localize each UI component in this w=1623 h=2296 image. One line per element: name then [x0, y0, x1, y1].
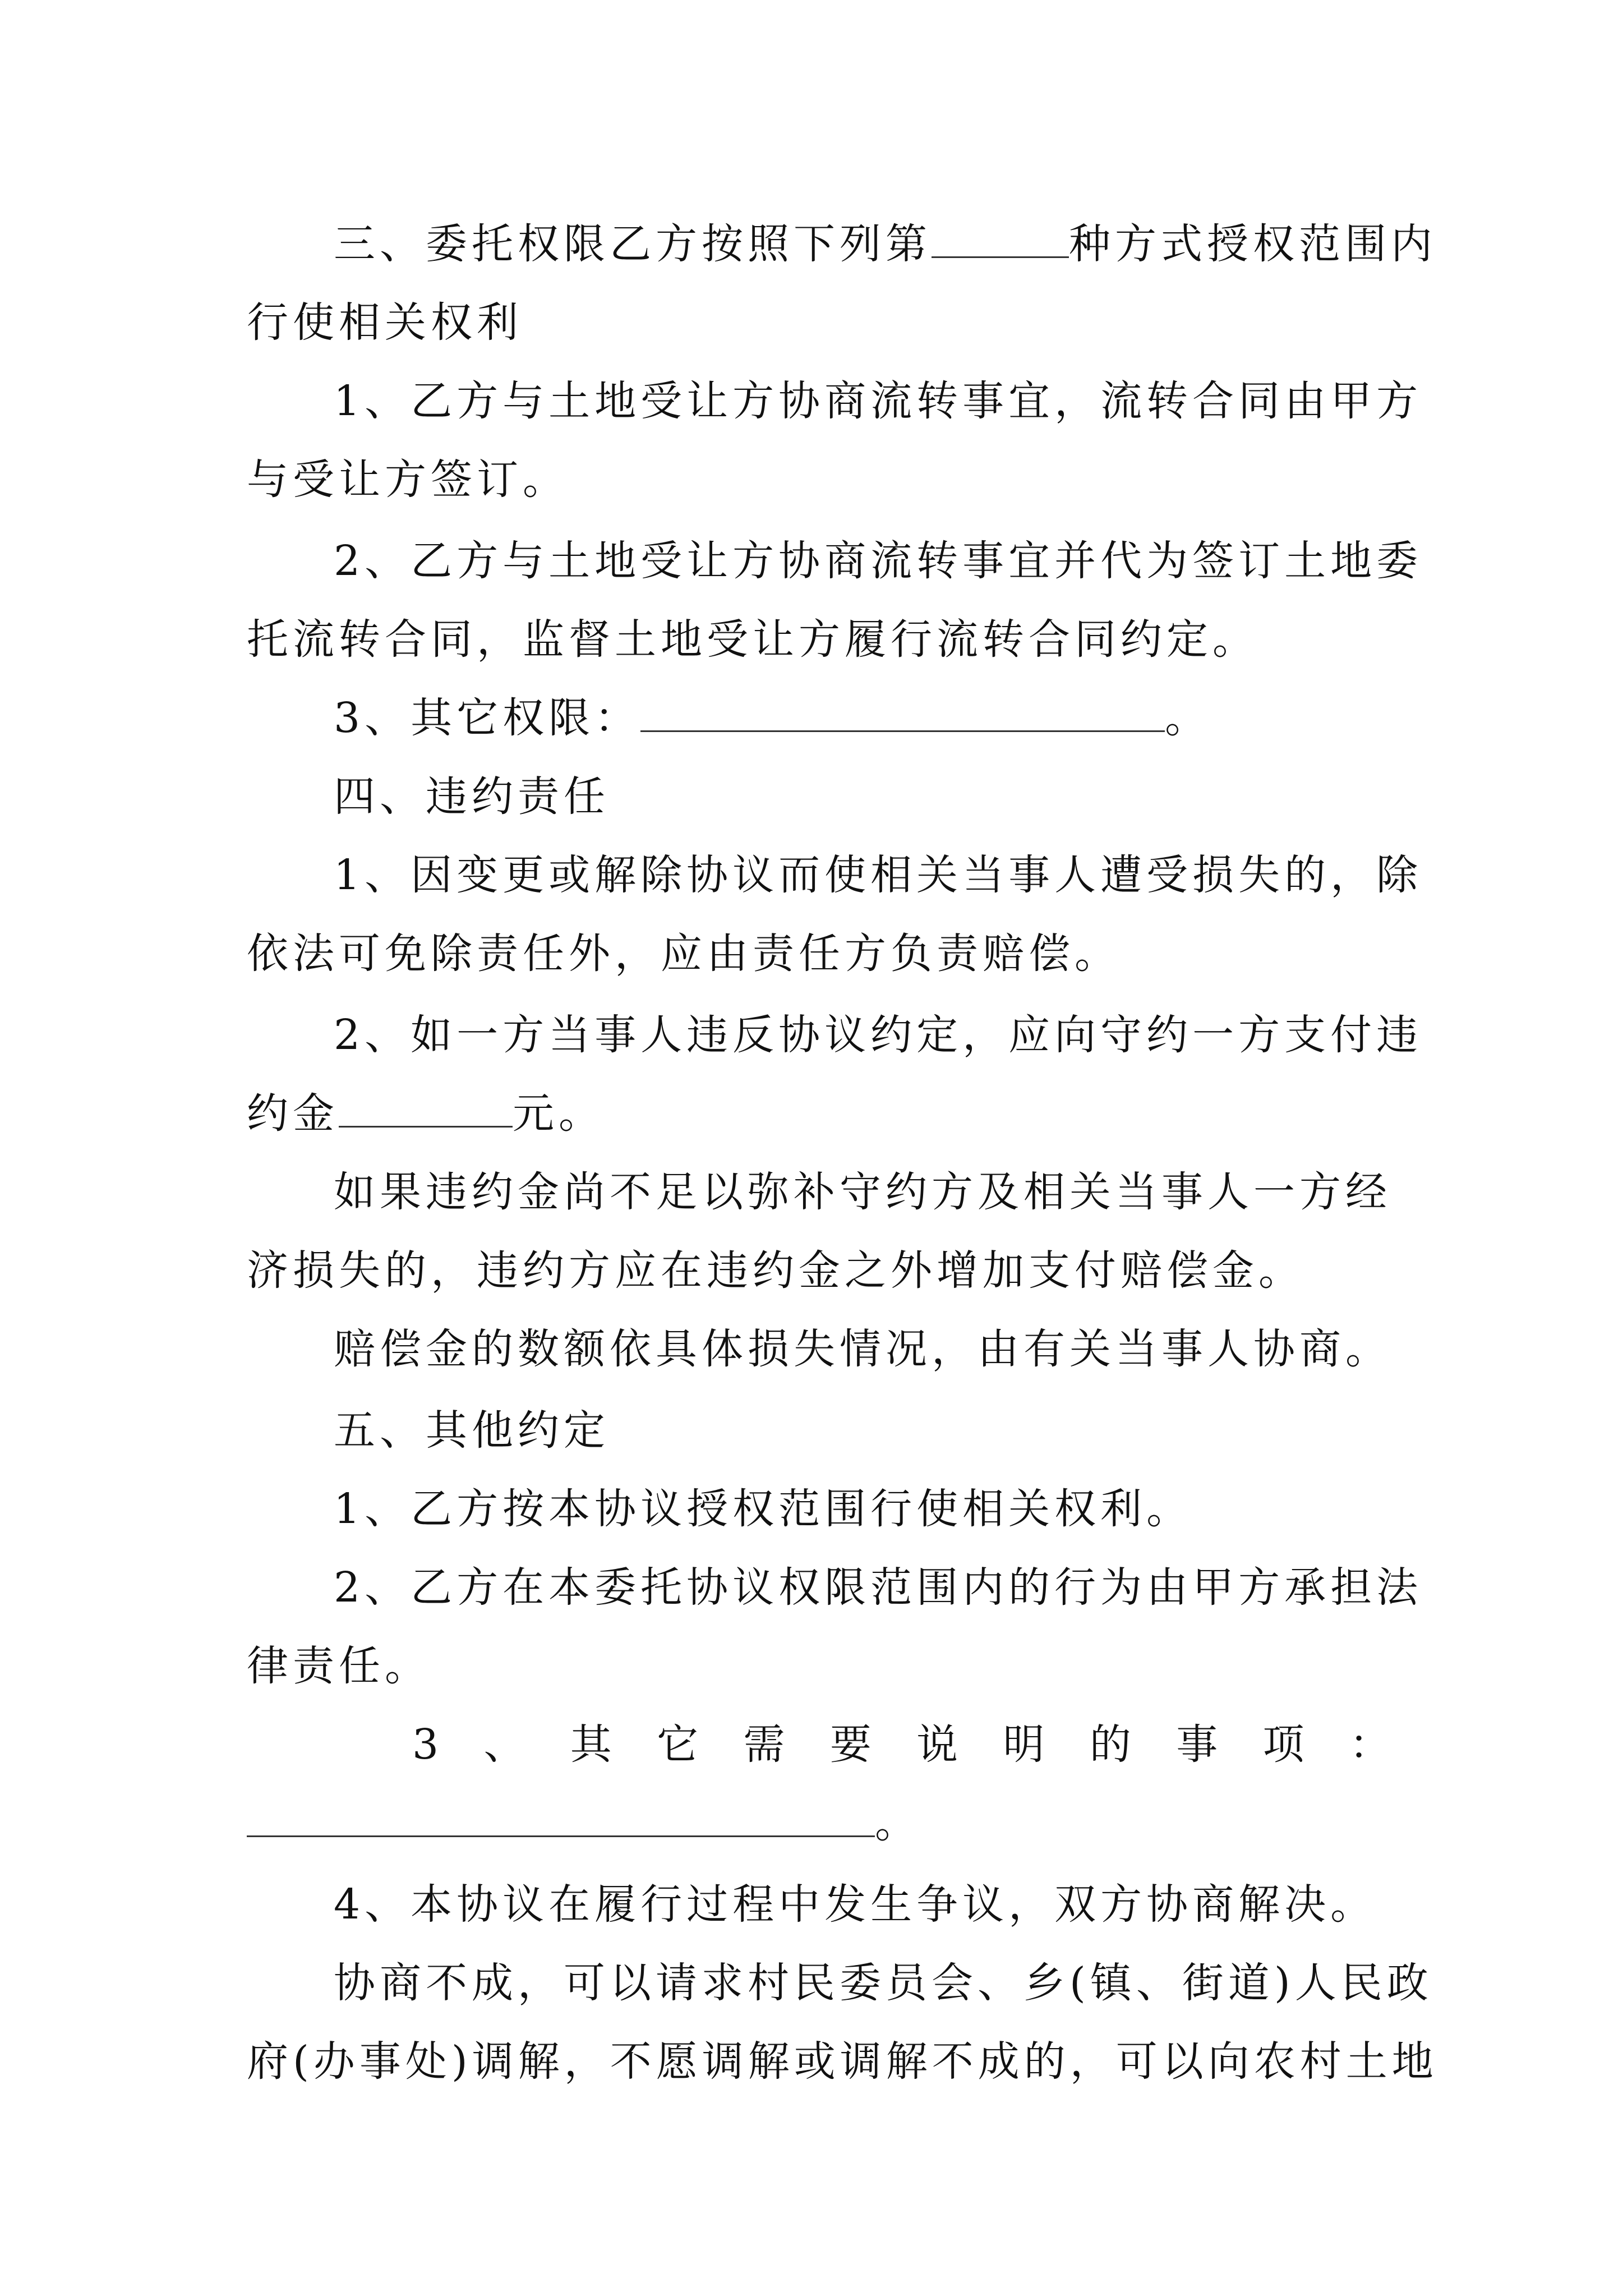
penalty-amount-line	[247, 1074, 1391, 1153]
blank-other-matters[interactable]	[247, 1796, 875, 1837]
char: 需	[743, 1720, 785, 1769]
char: ：	[1349, 1720, 1391, 1769]
text-line: 2、乙方在本委托协议权限范围内的行为由甲方承担法	[334, 1563, 1423, 1612]
text-line: 依法可免除责任外，应由责任方负责赔偿。	[247, 930, 1121, 978]
char: 3	[412, 1720, 439, 1769]
text-line: 与受让方签订。	[247, 455, 569, 504]
other-authority-line	[334, 679, 1478, 757]
char: 的	[1089, 1720, 1131, 1769]
text-line: 1、因变更或解除协议而使相关当事人遭受损失的，除	[334, 851, 1423, 899]
other-authority-end: 。	[1165, 694, 1211, 742]
text-line: 托流转合同，监督土地受让方履行流转合同约定。	[247, 615, 1258, 664]
clause-3-heading	[334, 205, 1478, 283]
other-matters-blank-line	[247, 1784, 1391, 1862]
text-line: 协商不成，可以请求村民委员会、乡(镇、街道)人民政	[334, 1959, 1433, 2007]
blank-method-number[interactable]	[932, 217, 1069, 258]
section-heading: 四、违约责任	[334, 772, 610, 821]
clause-3-heading-text: 三、委托权限乙方按照下列第	[334, 220, 932, 268]
char: 明	[1003, 1720, 1045, 1769]
section-heading: 五、其他约定	[334, 1406, 610, 1455]
text-line: 1、乙方与土地受让方协商流转事宜，流转合同由甲方	[334, 377, 1423, 425]
char: 其	[570, 1720, 612, 1769]
clause-3-heading-text-cont: 种方式授权范围内	[1069, 220, 1437, 268]
char: 它	[657, 1720, 699, 1769]
text-line: 如果违约金尚不足以弥补守约方及相关当事人一方经	[334, 1168, 1391, 1216]
char: 事	[1176, 1720, 1218, 1769]
other-authority-label: 3、其它权限：	[334, 694, 641, 742]
blank-penalty-amount[interactable]	[339, 1087, 513, 1128]
char: 说	[916, 1720, 958, 1769]
char: 要	[829, 1720, 872, 1769]
other-matters-line	[412, 1705, 1391, 1784]
blank-other-authority[interactable]	[640, 691, 1165, 732]
text-line: 2、乙方与土地受让方协商流转事宜并代为签订土地委	[334, 537, 1423, 585]
other-matters-end: 。	[875, 1799, 921, 1847]
text-line: 济损失的，违约方应在违约金之外增加支付赔偿金。	[247, 1246, 1304, 1295]
text-line: 2、如一方当事人违反协议约定，应向守约一方支付违	[334, 1011, 1423, 1059]
text-line: 1、乙方按本协议授权范围行使相关权利。	[334, 1485, 1193, 1533]
text-line: 赔偿金的数额依具体损失情况，由有关当事人协商。	[334, 1325, 1391, 1373]
penalty-label: 约金	[247, 1089, 339, 1138]
penalty-unit: 元。	[513, 1089, 605, 1138]
text-line: 4、本协议在履行过程中发生争议，双方协商解决。	[334, 1880, 1377, 1929]
text-line: 府(办事处)调解，不愿调解或调解不成的，可以向农村土地	[247, 2037, 1438, 2086]
text-line: 律责任。	[247, 1642, 431, 1690]
char: 项	[1262, 1720, 1304, 1769]
char: 、	[483, 1720, 525, 1769]
text-line: 行使相关权利	[247, 298, 523, 347]
